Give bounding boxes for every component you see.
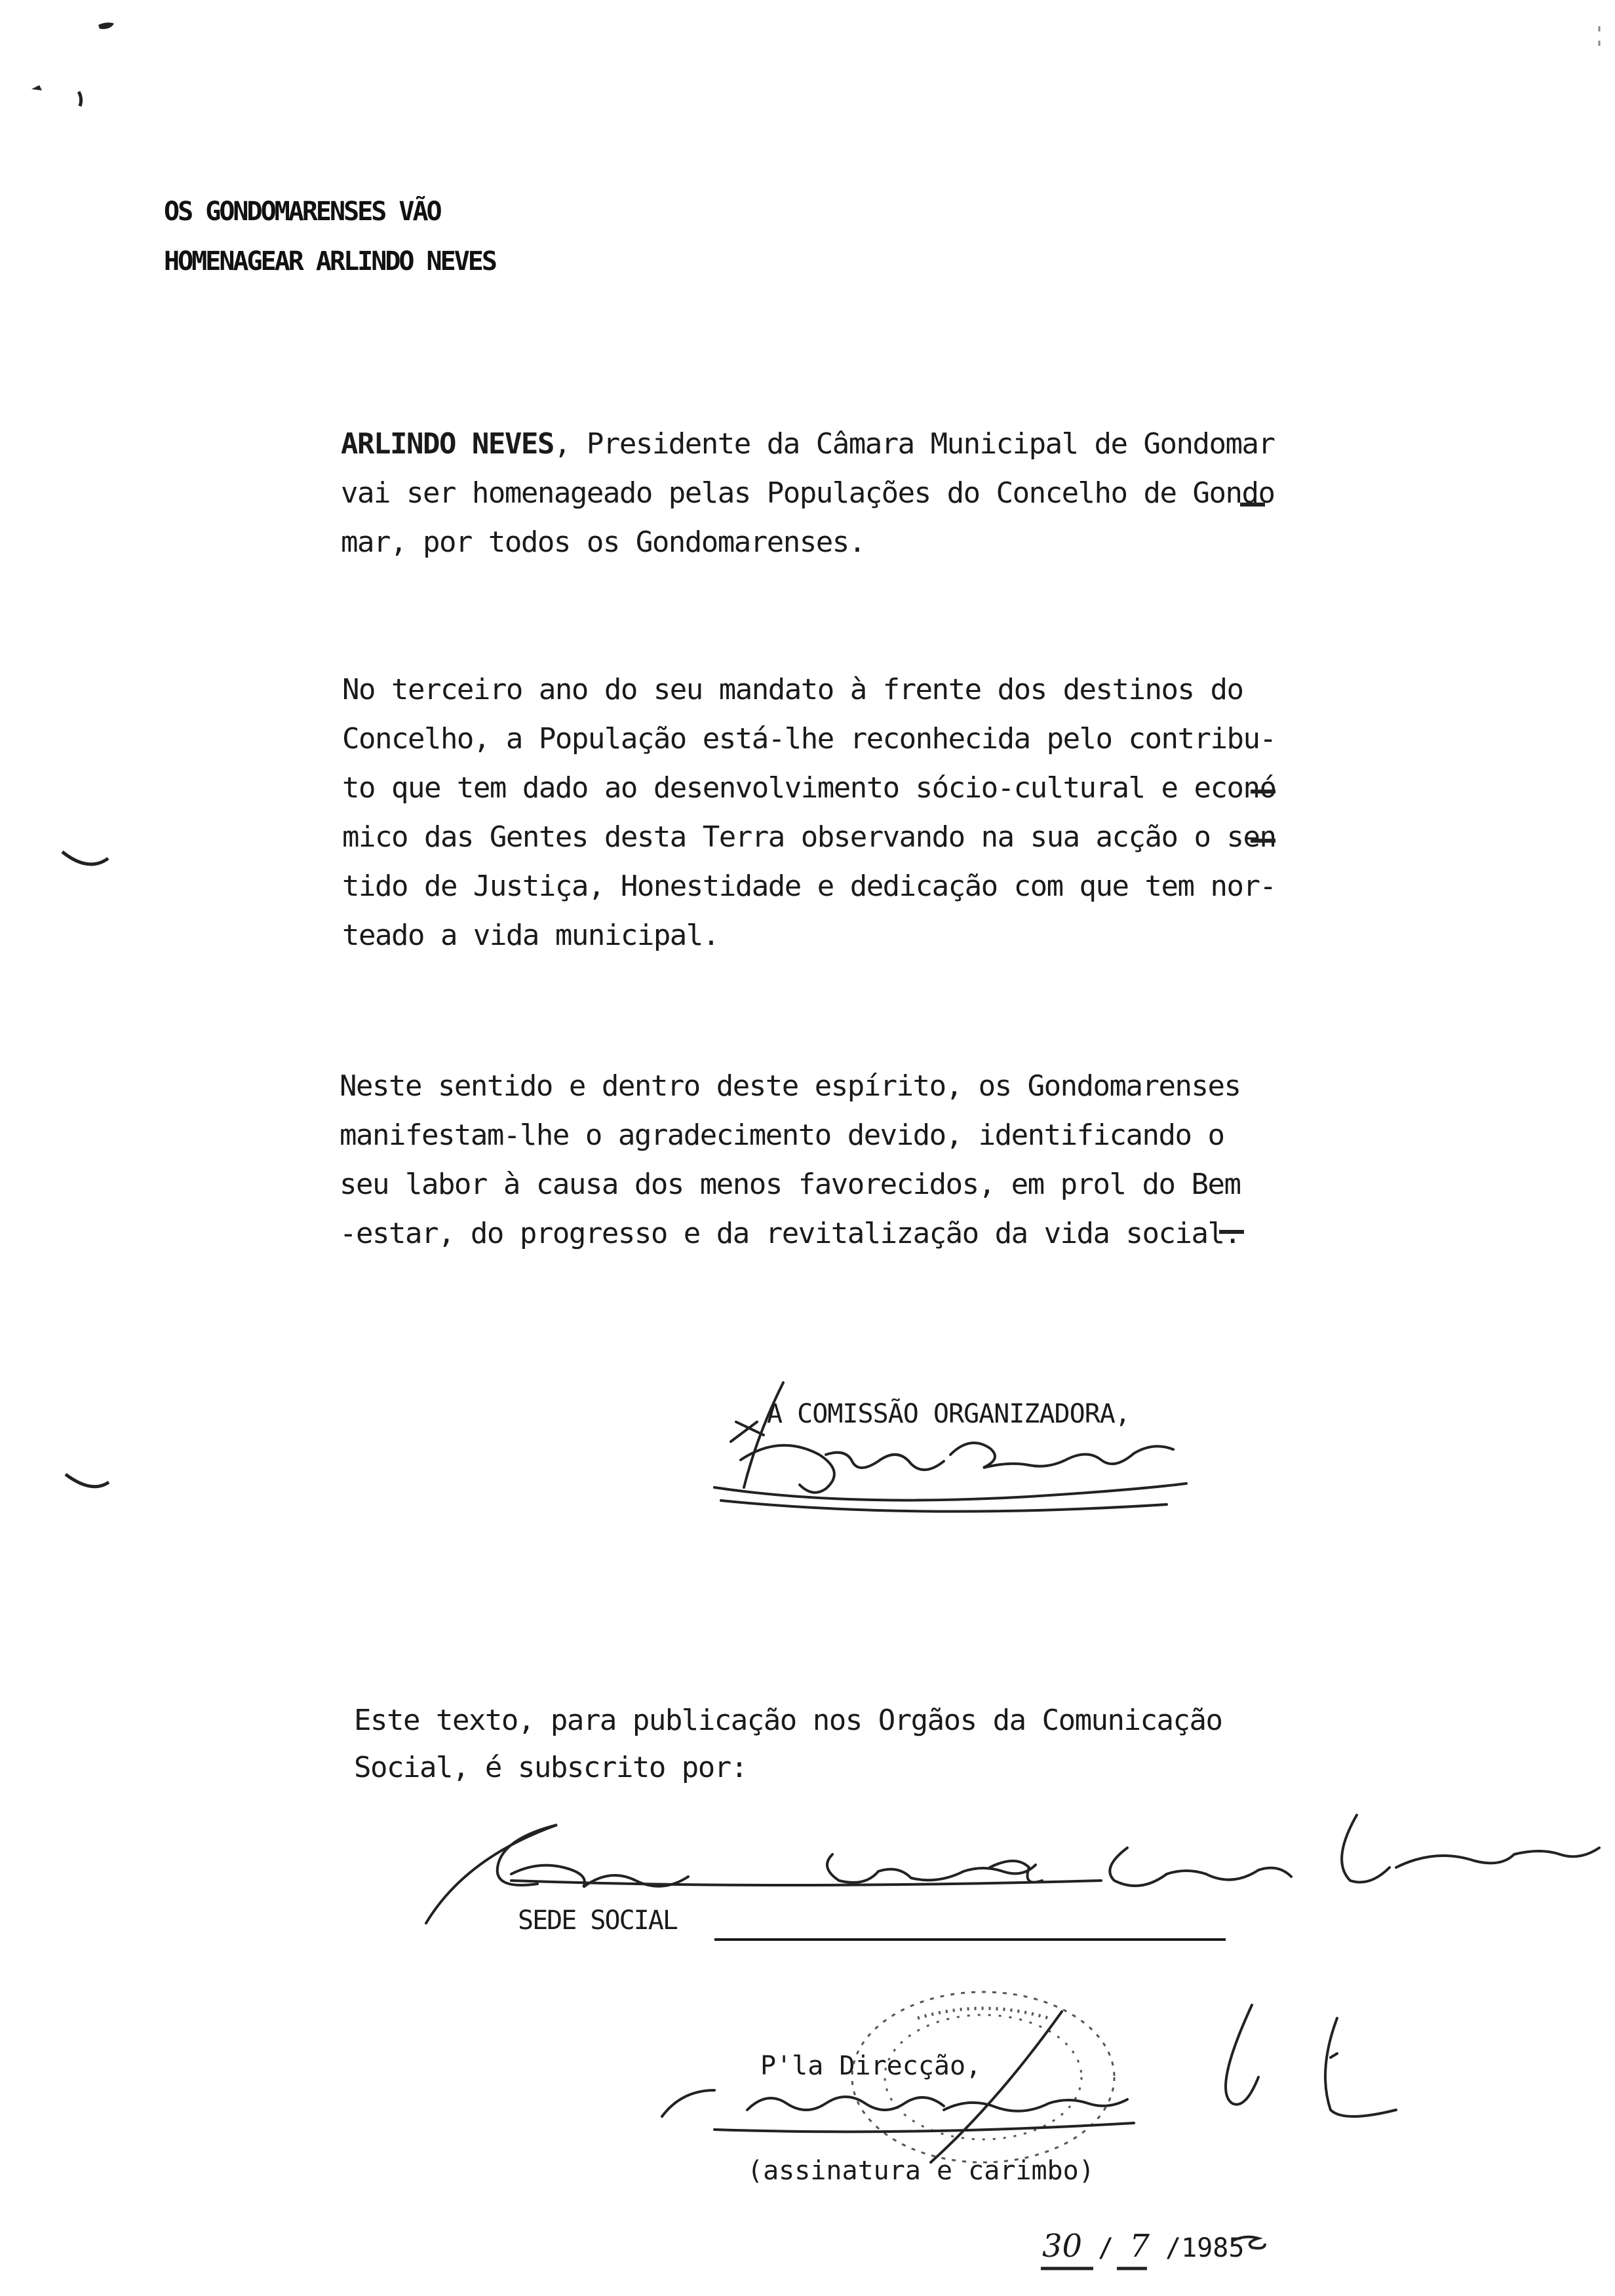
paragraph-1 (341, 419, 1291, 567)
paragraph-3-line: Neste sentido e dentro deste espírito, os Gondomarenses (340, 1069, 1241, 1103)
punch-hole-mark (66, 1474, 109, 1487)
punch-hole-mark (62, 852, 108, 864)
honoree-name: ARLINDO NEVES (341, 427, 554, 461)
date-line (1042, 2228, 1244, 2265)
paragraph-1-line-3: mar, por todos os Gondomarenses. (341, 526, 865, 559)
sede-social-rule (714, 1938, 1226, 1941)
subscription-text (354, 1697, 1222, 1791)
paragraph-3-line: -estar, do progresso e da revitalização da vida social. (340, 1217, 1241, 1250)
date-year: /1985 (1165, 2233, 1245, 2263)
direccao-label: P'la Direcção, (760, 2051, 982, 2081)
signature-stamp-label: (assinatura e carimbo) (747, 2156, 1095, 2186)
scan-mark (31, 85, 42, 90)
headline-line-2: HOMENAGEAR ARLINDO NEVES (164, 246, 496, 277)
subscription-line-2: Social, é subscrito por: (354, 1751, 747, 1784)
paragraph-1-line-1-text: , Presidente da Câmara Municipal de Gondomar (553, 427, 1275, 461)
headline-line-1: OS GONDOMARENSES VÃO (164, 197, 440, 227)
paragraph-3-line: manifestam-lhe o agradecimento devido, identificando o (340, 1119, 1224, 1152)
paragraph-2-line: Concelho, a População está-lhe reconhecida pelo contribu- (342, 722, 1276, 756)
paragraph-2-line: No terceiro ano do seu mandato à frente dos destinos do (342, 673, 1243, 706)
scan-mark (98, 22, 114, 29)
date-slash: / (1098, 2233, 1114, 2263)
subscription-line-1: Este texto, para publicação nos Orgãos da Comunicação (354, 1704, 1222, 1737)
paragraph-2-line: tido de Justiça, Honestidade e dedicação com que tem nor- (342, 870, 1276, 903)
sede-social-label: SEDE SOCIAL (518, 1905, 677, 1936)
date-month: 7 (1129, 2228, 1150, 2265)
paragraph-2-line: teado a vida municipal. (342, 919, 719, 952)
paragraph-2 (342, 665, 1293, 960)
paragraph-3-line: seu labor à causa dos menos favorecidos, em prol do Bem (340, 1168, 1241, 1201)
paragraph-1-line-1 (341, 419, 1291, 469)
date-day: 30 (1042, 2228, 1083, 2265)
direction-signature (662, 2005, 1396, 2162)
commission-label: A COMISSÃO ORGANIZADORA, (767, 1399, 1130, 1429)
paragraph-3 (340, 1062, 1290, 1258)
scan-mark (79, 92, 81, 106)
paragraph-2-line: to que tem dado ao desenvolvimento sócio-cultural e econó (342, 771, 1276, 805)
paragraph-2-line: mico das Gentes desta Terra observando na sua acção o sen (342, 820, 1276, 854)
paragraph-1-line-2: vai ser homenageado pelas Populações do Concelho de Gondo (341, 476, 1275, 510)
